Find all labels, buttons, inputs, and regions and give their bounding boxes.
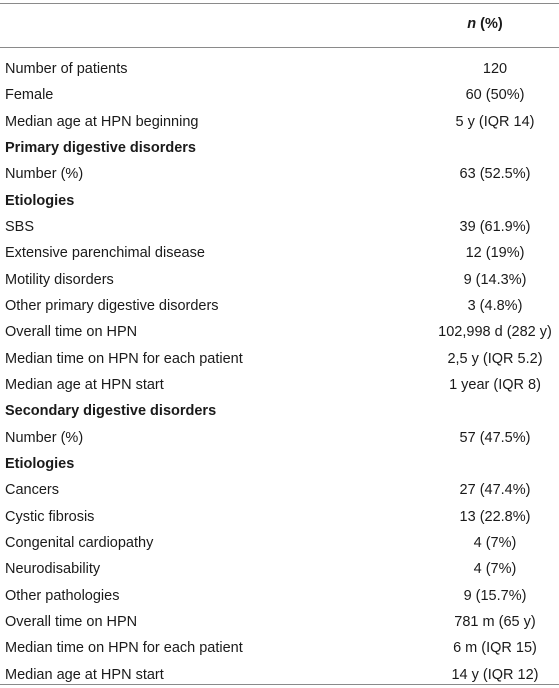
row-label: Overall time on HPN bbox=[5, 613, 138, 630]
table-row bbox=[0, 372, 559, 398]
row-label: Other primary digestive disorders bbox=[5, 297, 219, 314]
row-value: 27 (47.4%) bbox=[459, 482, 531, 499]
row-value: 12 (19%) bbox=[465, 245, 525, 262]
row-label: Median time on HPN for each patient bbox=[5, 640, 243, 657]
row-label: Number (%) bbox=[5, 166, 84, 183]
table-row bbox=[0, 635, 559, 661]
row-label: Median time on HPN for each patient bbox=[5, 350, 243, 367]
table-row bbox=[0, 609, 559, 635]
section-heading: Primary digestive disorders bbox=[5, 139, 196, 156]
row-value: 9 (15.7%) bbox=[463, 587, 527, 604]
row-value: 2,5 y (IQR 5.2) bbox=[447, 350, 543, 367]
table-row bbox=[0, 425, 559, 451]
row-label: Cancers bbox=[5, 482, 59, 499]
table-row bbox=[0, 556, 559, 582]
section-heading-row bbox=[0, 188, 559, 214]
section-heading-row bbox=[0, 135, 559, 161]
table-row bbox=[0, 477, 559, 503]
row-label: SBS bbox=[5, 218, 35, 235]
column-header-n: n bbox=[467, 16, 477, 32]
row-label: Median age at HPN start bbox=[5, 666, 164, 683]
row-label: Congenital cardiopathy bbox=[5, 534, 154, 551]
table-row bbox=[0, 346, 559, 372]
row-label: Female bbox=[5, 87, 54, 104]
row-label: Median age at HPN start bbox=[5, 376, 164, 393]
row-value: 6 m (IQR 15) bbox=[453, 640, 537, 657]
table-row bbox=[0, 56, 559, 82]
table-row bbox=[0, 109, 559, 135]
table-top-rule bbox=[0, 3, 559, 4]
section-heading: Secondary digestive disorders bbox=[5, 403, 217, 420]
table-bottom-rule bbox=[0, 684, 559, 685]
table-row bbox=[0, 267, 559, 293]
row-value: 5 y (IQR 14) bbox=[455, 113, 535, 130]
row-value: 4 (7%) bbox=[473, 534, 517, 551]
table-row bbox=[0, 293, 559, 319]
table-row bbox=[0, 504, 559, 530]
row-value: 4 (7%) bbox=[473, 561, 517, 578]
row-value: 14 y (IQR 12) bbox=[451, 666, 539, 683]
table-row bbox=[0, 583, 559, 609]
row-value: 102,998 d (282 y) bbox=[438, 324, 552, 341]
header-rule bbox=[0, 47, 559, 48]
section-heading: Etiologies bbox=[5, 455, 75, 472]
table-body bbox=[0, 56, 559, 688]
row-value: 781 m (65 y) bbox=[454, 613, 536, 630]
row-label: Other pathologies bbox=[5, 587, 120, 604]
row-label: Number (%) bbox=[5, 429, 84, 446]
row-label: Extensive parenchimal disease bbox=[5, 245, 205, 262]
row-value: 57 (47.5%) bbox=[459, 429, 531, 446]
column-header bbox=[430, 16, 540, 32]
table-row bbox=[0, 319, 559, 345]
row-value: 13 (22.8%) bbox=[459, 508, 531, 525]
row-label: Number of patients bbox=[5, 61, 128, 77]
table-row bbox=[0, 240, 559, 266]
row-value: 9 (14.3%) bbox=[463, 271, 527, 288]
row-label: Median age at HPN beginning bbox=[5, 113, 199, 130]
row-value: 120 bbox=[482, 61, 508, 77]
table-row bbox=[0, 82, 559, 108]
row-value: 1 year (IQR 8) bbox=[449, 376, 541, 393]
row-label: Neurodisability bbox=[5, 561, 101, 578]
section-heading-row bbox=[0, 398, 559, 424]
table-row bbox=[0, 161, 559, 187]
column-header-percent: (%) bbox=[476, 16, 503, 32]
section-heading: Etiologies bbox=[5, 192, 75, 209]
row-label: Cystic fibrosis bbox=[5, 508, 95, 525]
row-value: 39 (61.9%) bbox=[459, 218, 531, 235]
row-value: 3 (4.8%) bbox=[467, 297, 523, 314]
row-label: Overall time on HPN bbox=[5, 324, 138, 341]
table-row bbox=[0, 214, 559, 240]
row-label: Motility disorders bbox=[5, 271, 114, 288]
section-heading-row bbox=[0, 451, 559, 477]
row-value: 60 (50%) bbox=[465, 87, 525, 104]
row-value: 63 (52.5%) bbox=[459, 166, 531, 183]
table-row bbox=[0, 530, 559, 556]
